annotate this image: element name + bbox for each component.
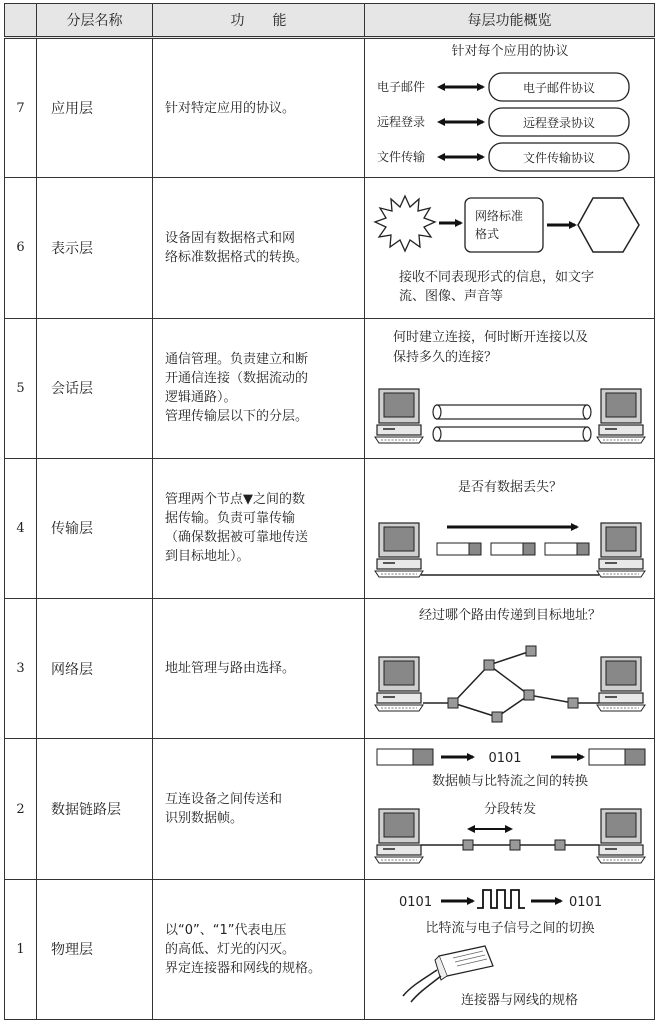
table-header-row [5, 4, 655, 38]
caption-line: 接收不同表现形式的信息，如文字 [399, 270, 595, 286]
signal-wave-icon [477, 890, 525, 908]
layer-name: 物理层 [37, 879, 153, 1019]
layer-row-2 [5, 739, 655, 879]
layer-function [153, 599, 365, 739]
layer-number: 1 [5, 879, 37, 1019]
layer-function [153, 38, 365, 178]
function-line: 以“0”、“1”代表电压 [165, 922, 287, 938]
bitstream-text: 0101 [488, 751, 522, 767]
overview-caption: 针对每个应用的协议 [451, 44, 569, 60]
caption-line: 流、图像、声音等 [399, 289, 504, 305]
layer-row-6 [5, 178, 655, 318]
layer-overview-network [365, 599, 655, 739]
data-frame [377, 749, 433, 765]
router-node [568, 698, 578, 708]
overview-caption: 是否有数据丢失？ [457, 479, 563, 495]
application-label: 远程登录 [377, 115, 426, 130]
overview-caption: 比特流与电子信号之间的切换 [425, 920, 595, 936]
hexagon-icon [578, 198, 639, 252]
connector-caption: 连接器与网线的规格 [461, 992, 579, 1008]
box-line: 网络标准 [475, 209, 524, 224]
function-line: 据传输。负责可靠传输 [165, 511, 296, 527]
route-line [423, 651, 531, 703]
caption-line: 保持多久的连接？ [393, 349, 498, 365]
header-number [5, 4, 37, 38]
header-function: 功 能 [153, 4, 365, 38]
caption-line: 何时建立连接，何时断开连接以及 [393, 329, 589, 345]
router-node [524, 690, 534, 700]
router-node [492, 712, 502, 722]
function-line: 的高低、灯光的闪灭。 [165, 941, 296, 957]
layer-name: 表示层 [37, 178, 153, 318]
router-node [526, 646, 536, 656]
network-diagram [365, 599, 655, 737]
layer-overview-application [365, 38, 655, 178]
layer-overview-presentation [365, 178, 655, 318]
layer-number: 6 [5, 178, 37, 318]
layer-row-1 [5, 879, 655, 1019]
switch-node [510, 840, 520, 850]
protocol-pair [377, 108, 629, 136]
starburst-icon [375, 196, 435, 251]
layer-name: 传输层 [37, 458, 153, 598]
computer-icon [375, 389, 423, 443]
function-line: 界定连接器和网线的规格。 [165, 960, 322, 976]
function-line: 到目标地址）。 [165, 549, 250, 565]
protocol-pair [377, 73, 629, 101]
application-label: 文件传输 [377, 150, 426, 165]
standard-format-box [465, 198, 543, 252]
layer-function [153, 458, 365, 598]
switch-node [555, 840, 565, 850]
router-node [484, 660, 494, 670]
function-line: 识别数据帧。 [165, 811, 244, 827]
computer-icon [597, 657, 645, 711]
router-node [448, 698, 458, 708]
layer-overview-physical [365, 879, 655, 1019]
session-diagram [365, 319, 655, 457]
presentation-diagram [365, 178, 655, 316]
layer-overview-transport [365, 458, 655, 598]
bitstream-text: 0101 [569, 894, 603, 910]
protocol-pair [377, 143, 629, 171]
layer-row-3 [5, 599, 655, 739]
computer-icon [375, 657, 423, 711]
box-line: 格式 [475, 227, 500, 242]
data-link-diagram [365, 739, 655, 877]
function-line: 设备固有数据格式和网 [165, 230, 296, 246]
computer-icon [597, 523, 645, 577]
bitstream-text: 0101 [399, 894, 433, 910]
protocol-label: 远程登录协议 [522, 116, 596, 131]
protocol-label: 电子邮件协议 [522, 81, 596, 96]
function-line: 地址管理与路由选择。 [165, 661, 296, 677]
layer-name: 网络层 [37, 599, 153, 739]
layer-number: 7 [5, 38, 37, 178]
switch-node [463, 840, 473, 850]
layer-row-4 [5, 458, 655, 598]
layer-number: 2 [5, 739, 37, 879]
layer-function [153, 318, 365, 458]
function-line: 络标准数据格式的转换。 [165, 249, 309, 265]
overview-caption: 数据帧与比特流之间的转换 [431, 774, 589, 790]
data-packet [437, 543, 481, 555]
layer-row-7 [5, 38, 655, 178]
data-frame [589, 749, 645, 765]
layer-number: 3 [5, 599, 37, 739]
header-overview: 每层功能概览 [365, 4, 655, 38]
function-line: 通信管理。负责建立和断 [165, 352, 309, 368]
layer-function [153, 178, 365, 318]
layer-number: 4 [5, 458, 37, 598]
layer-name: 应用层 [37, 38, 153, 178]
computer-icon [597, 809, 645, 863]
layer-name: 数据链路层 [37, 739, 153, 879]
layer-overview-data-link [365, 739, 655, 879]
function-line: 管理两个节点▼之间的数 [165, 492, 305, 508]
connection-tube [433, 427, 591, 441]
layer-function [153, 739, 365, 879]
data-packet [491, 543, 535, 555]
computer-icon [375, 523, 423, 577]
layer-function [153, 879, 365, 1019]
physical-diagram [365, 880, 655, 1018]
computer-icon [375, 809, 423, 863]
header-layer-name: 分层名称 [37, 4, 153, 38]
osi-layer-table [4, 3, 655, 1020]
application-diagram [365, 39, 655, 177]
segment-label: 分段转发 [483, 802, 537, 818]
layer-overview-session [365, 318, 655, 458]
application-label: 电子邮件 [377, 80, 426, 95]
layer-number: 5 [5, 318, 37, 458]
route-line [489, 665, 529, 695]
function-line: 互连设备之间传送和 [165, 792, 283, 808]
function-line: （确保数据被可靠地传送 [165, 530, 309, 546]
layer-name: 会话层 [37, 318, 153, 458]
function-line: 逻辑通路）。 [165, 390, 237, 406]
function-line: 开通信连接（数据流动的 [165, 371, 309, 387]
connection-tube [433, 405, 591, 419]
data-packet [545, 543, 589, 555]
layer-row-5 [5, 318, 655, 458]
function-line: 针对特定应用的协议。 [165, 100, 296, 116]
overview-caption: 经过哪个路由传递到目标地址？ [418, 608, 602, 624]
computer-icon [597, 389, 645, 443]
transport-diagram [365, 459, 655, 597]
function-line: 管理传输层以下的分层。 [165, 409, 309, 425]
protocol-label: 文件传输协议 [522, 151, 596, 166]
